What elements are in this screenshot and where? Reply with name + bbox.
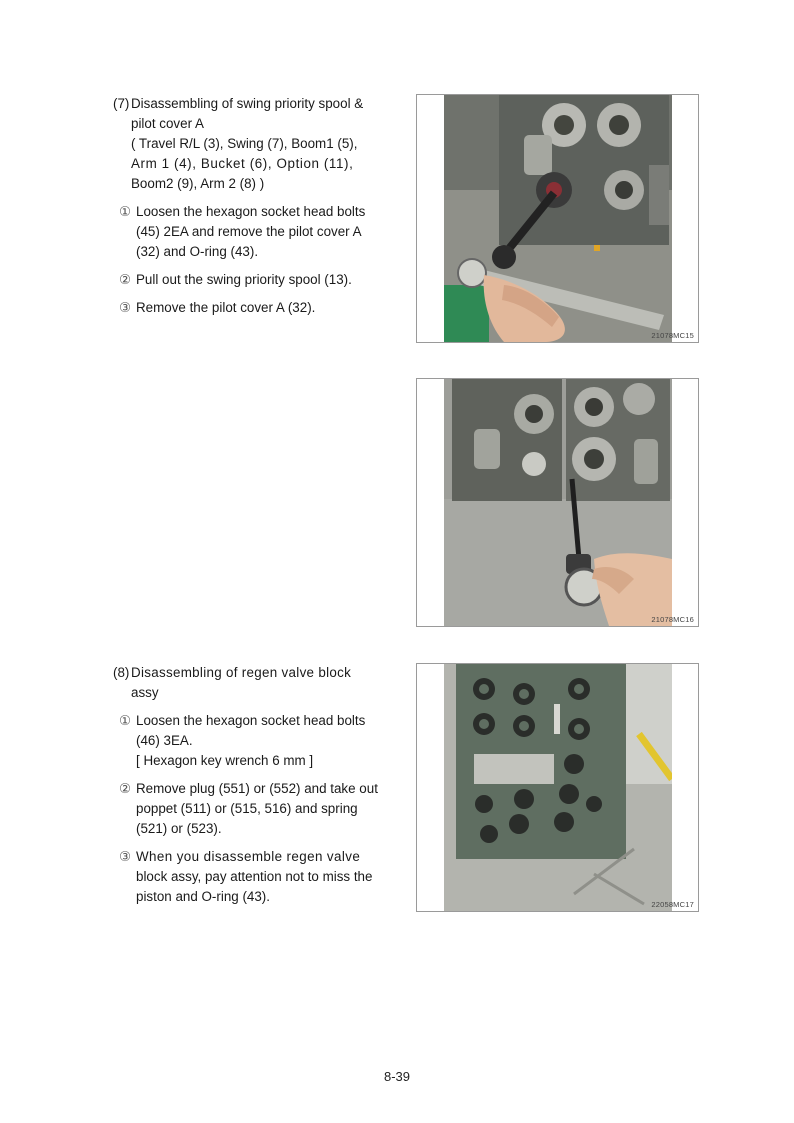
section-7-title-line5: Boom2 (9), Arm 2 (8) ) — [131, 176, 265, 191]
step-text-line: Remove the pilot cover A (32). — [136, 300, 316, 315]
step-text-line: poppet (511) or (515, 516) and spring — [136, 801, 358, 816]
step-text-line: When you disassemble regen valve — [136, 849, 361, 864]
section-7-title-line2: pilot cover A — [131, 116, 204, 131]
section-7-step-1 — [113, 202, 378, 262]
step-text-line: [ Hexagon key wrench 6 mm ] — [136, 753, 314, 768]
step-text-line: piston and O-ring (43). — [136, 889, 270, 904]
section-8-step-1 — [113, 711, 378, 771]
page-number: 8-39 — [383, 1069, 411, 1084]
step-marker: ③ — [119, 300, 132, 315]
section-8-step-3 — [113, 847, 378, 907]
step-marker: ① — [119, 713, 132, 728]
step-text-line: Loosen the hexagon socket head bolts — [136, 713, 366, 728]
step-text-line: (521) or (523). — [136, 821, 222, 836]
photo-2-image — [444, 379, 672, 626]
section-7-title-line3: ( Travel R/L (3), Swing (7), Boom1 (5), — [131, 136, 358, 151]
step-text-line: Pull out the swing priority spool (13). — [136, 272, 352, 287]
photo-ratchet-pilot-cover — [416, 94, 699, 343]
step-text-line: block assy, pay attention not to miss the — [136, 869, 373, 884]
section-8-step-2 — [113, 779, 378, 839]
section-7-step-2 — [113, 270, 378, 290]
step-marker: ① — [119, 204, 132, 219]
section-7-title-line4: Arm 1 (4), Bucket (6), Option (11), — [131, 156, 354, 171]
section-7-number: (7) — [113, 96, 130, 111]
photo-spool-pullout — [416, 378, 699, 627]
photo-1-caption: 21078MC15 — [651, 331, 694, 340]
section-8 — [113, 663, 378, 907]
step-text-line: (46) 3EA. — [136, 733, 193, 748]
photo-1-image — [444, 95, 672, 342]
step-text-line: (32) and O-ring (43). — [136, 244, 259, 259]
section-8-number: (8) — [113, 665, 130, 680]
photo-3-caption: 22058MC17 — [651, 900, 694, 909]
section-7 — [113, 94, 378, 318]
section-8-heading — [113, 663, 378, 703]
step-marker: ② — [119, 781, 132, 796]
step-text-line: Remove plug (551) or (552) and take out — [136, 781, 378, 796]
section-8-title-line2: assy — [131, 685, 159, 700]
section-7-step-3 — [113, 298, 378, 318]
section-8-title-line1: Disassembling of regen valve block — [131, 665, 352, 680]
photo-regen-valve-block — [416, 663, 699, 912]
photo-2-caption: 21078MC16 — [651, 615, 694, 624]
step-marker: ③ — [119, 849, 132, 864]
section-7-title-line1: Disassembling of swing priority spool & — [131, 96, 364, 111]
step-marker: ② — [119, 272, 132, 287]
step-text-line: Loosen the hexagon socket head bolts — [136, 204, 366, 219]
photo-3-image — [444, 664, 672, 911]
section-7-heading — [113, 94, 378, 194]
step-text-line: (45) 2EA and remove the pilot cover A — [136, 224, 362, 239]
